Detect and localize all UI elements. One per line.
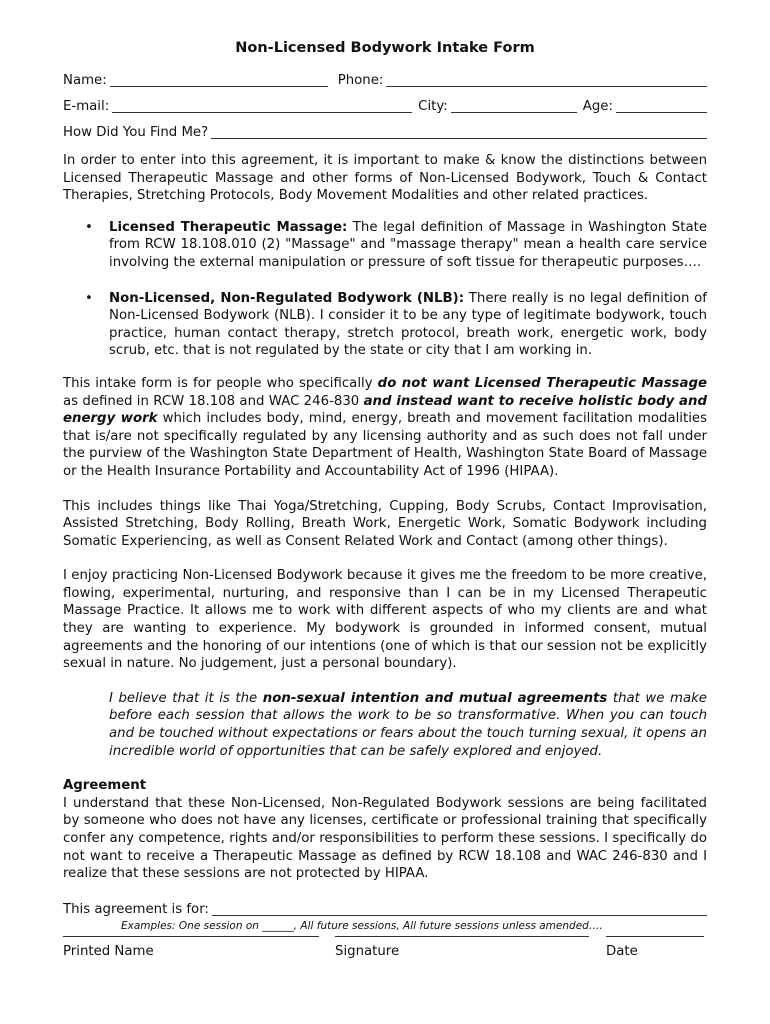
signature-block	[335, 922, 589, 961]
city-field[interactable]	[451, 100, 577, 113]
intake-emphasis: do not want Licensed Therapeutic Massage	[377, 375, 707, 391]
intake-paragraph	[63, 375, 707, 481]
definition-text: The legal definition of Massage in Washington State from RCW 18.108.010 (2) "Massage" and "massage therapy" mean a health care service involving the external manipulation or pressure of soft tissue for therapeutic purposes….	[109, 219, 707, 270]
list-item	[85, 290, 707, 360]
intake-text: which includes body, mind, energy, breath and movement facilitation modalities that is/are not specifically regulated by any licensing authority and as such does not fall under the purview of the Washington State Department of Health, Washington State Board of Massage or the Health Insurance Portability and Accountability Act of 1996 (HIPAA).	[63, 411, 707, 479]
printed-name-label: Printed Name	[63, 944, 154, 959]
intake-text: as defined in RCW 18.108 and WAC 246-830	[63, 393, 364, 409]
city-label: City:	[418, 99, 448, 114]
definition-text: There really is no legal definition of Non-Licensed Bodywork (NLB). I consider it to be any type of legitimate bodywork, touch practice, human contact therapy, stretch protocol, breath work, energetic work, body scrub, etc. that is not regulated by the state or city that I am working in.	[109, 290, 707, 359]
date-label: Date	[606, 944, 638, 959]
name-field[interactable]	[110, 74, 328, 87]
found-me-label: How Did You Find Me?	[63, 125, 209, 140]
intake-form	[63, 38, 707, 933]
found-me-field[interactable]	[211, 126, 707, 139]
definition-term: Licensed Therapeutic Massage:	[109, 219, 348, 235]
email-label: E-mail:	[63, 99, 110, 114]
bullet-icon: •	[85, 290, 93, 306]
printed-name-field[interactable]	[63, 922, 319, 937]
list-item	[85, 219, 707, 272]
name-phone-row	[63, 72, 707, 90]
page-title: Non-Licensed Bodywork Intake Form	[235, 40, 535, 56]
phone-field[interactable]	[386, 74, 707, 87]
email-field[interactable]	[112, 100, 412, 113]
belief-quote	[109, 690, 707, 760]
phone-label: Phone:	[337, 73, 384, 88]
agreement-for-label: This agreement is for:	[63, 901, 209, 917]
agreement-text: I understand that these Non-Licensed, Non-Regulated Bodywork sessions are being facilitated by someone who does not have any licenses, certificate or professional training that specifically confer any competence, rights and/or responsibilities to perform these sessions. I specifically do not want to receive a Therapeutic Massage as defined by RCW 18.108 and WAC 246-830 and I realize that these sessions are not protected by HIPAA.	[63, 795, 707, 882]
agreement-for-row	[63, 901, 707, 919]
printed-name-block	[63, 922, 319, 961]
agreement-for-field[interactable]	[212, 903, 707, 916]
signature-lines	[63, 922, 707, 962]
signature-label: Signature	[335, 944, 400, 959]
intake-text: This intake form is for people who specifically	[63, 375, 378, 391]
bullet-icon: •	[85, 219, 93, 235]
agreement-examples: Examples: One session on ______, All future sessions, All future sessions unless amended….	[121, 919, 603, 932]
quote-text: I believe that it is the	[109, 690, 263, 706]
definitions-list	[63, 219, 707, 360]
intake-emphasis: and instead want to receive holistic body and energy work	[63, 393, 707, 427]
definition-term: Non-Licensed, Non-Regulated Bodywork (NLB):	[109, 290, 465, 306]
quote-emphasis: non-sexual intention and mutual agreements	[262, 690, 608, 706]
includes-paragraph: This includes things like Thai Yoga/Stretching, Cupping, Body Scrubs, Contact Improvisation, Assisted Stretching, Body Rolling, Breath Work, Energetic Work, Somatic Bodywork including Somatic Experiencing, as well as Consent Related Work and Contact (among other things).	[63, 498, 707, 549]
signature-field[interactable]	[335, 922, 589, 937]
date-field[interactable]	[606, 922, 704, 937]
date-block	[606, 922, 704, 961]
age-label: Age:	[582, 99, 613, 114]
found-me-row	[63, 124, 707, 142]
age-field[interactable]	[616, 100, 707, 113]
email-city-age-row	[63, 98, 707, 116]
quote-text: that we make before each session that allows the work to be so transformative. When you can touch and be touched without expectations or fears about the touch turning sexual, it opens an incredible world of opportunities that can be safely explored and enjoyed.	[109, 690, 707, 759]
name-label: Name:	[63, 73, 107, 88]
enjoy-paragraph: I enjoy practicing Non-Licensed Bodywork because it gives me the freedom to be more creative, flowing, experimental, nurturing, and responsive than I can be in my Licensed Therapeutic Massage Practice. It allows me to work with different aspects of who my clients are and what they are wanting to experience. My bodywork is grounded in informed consent, mutual agreements and the honoring of our intentions (one of which is that our session not be explicitly sexual in nature. No judgement, just a personal boundary).	[63, 568, 707, 672]
agreement-heading: Agreement	[63, 778, 147, 794]
intro-paragraph: In order to enter into this agreement, it is important to make & know the distinctions between Licensed Therapeutic Massage and other forms of Non-Licensed Bodywork, Touch & Contact Therapies, Stretching Protocols, Body Movement Modalities and other related practices.	[63, 153, 707, 204]
